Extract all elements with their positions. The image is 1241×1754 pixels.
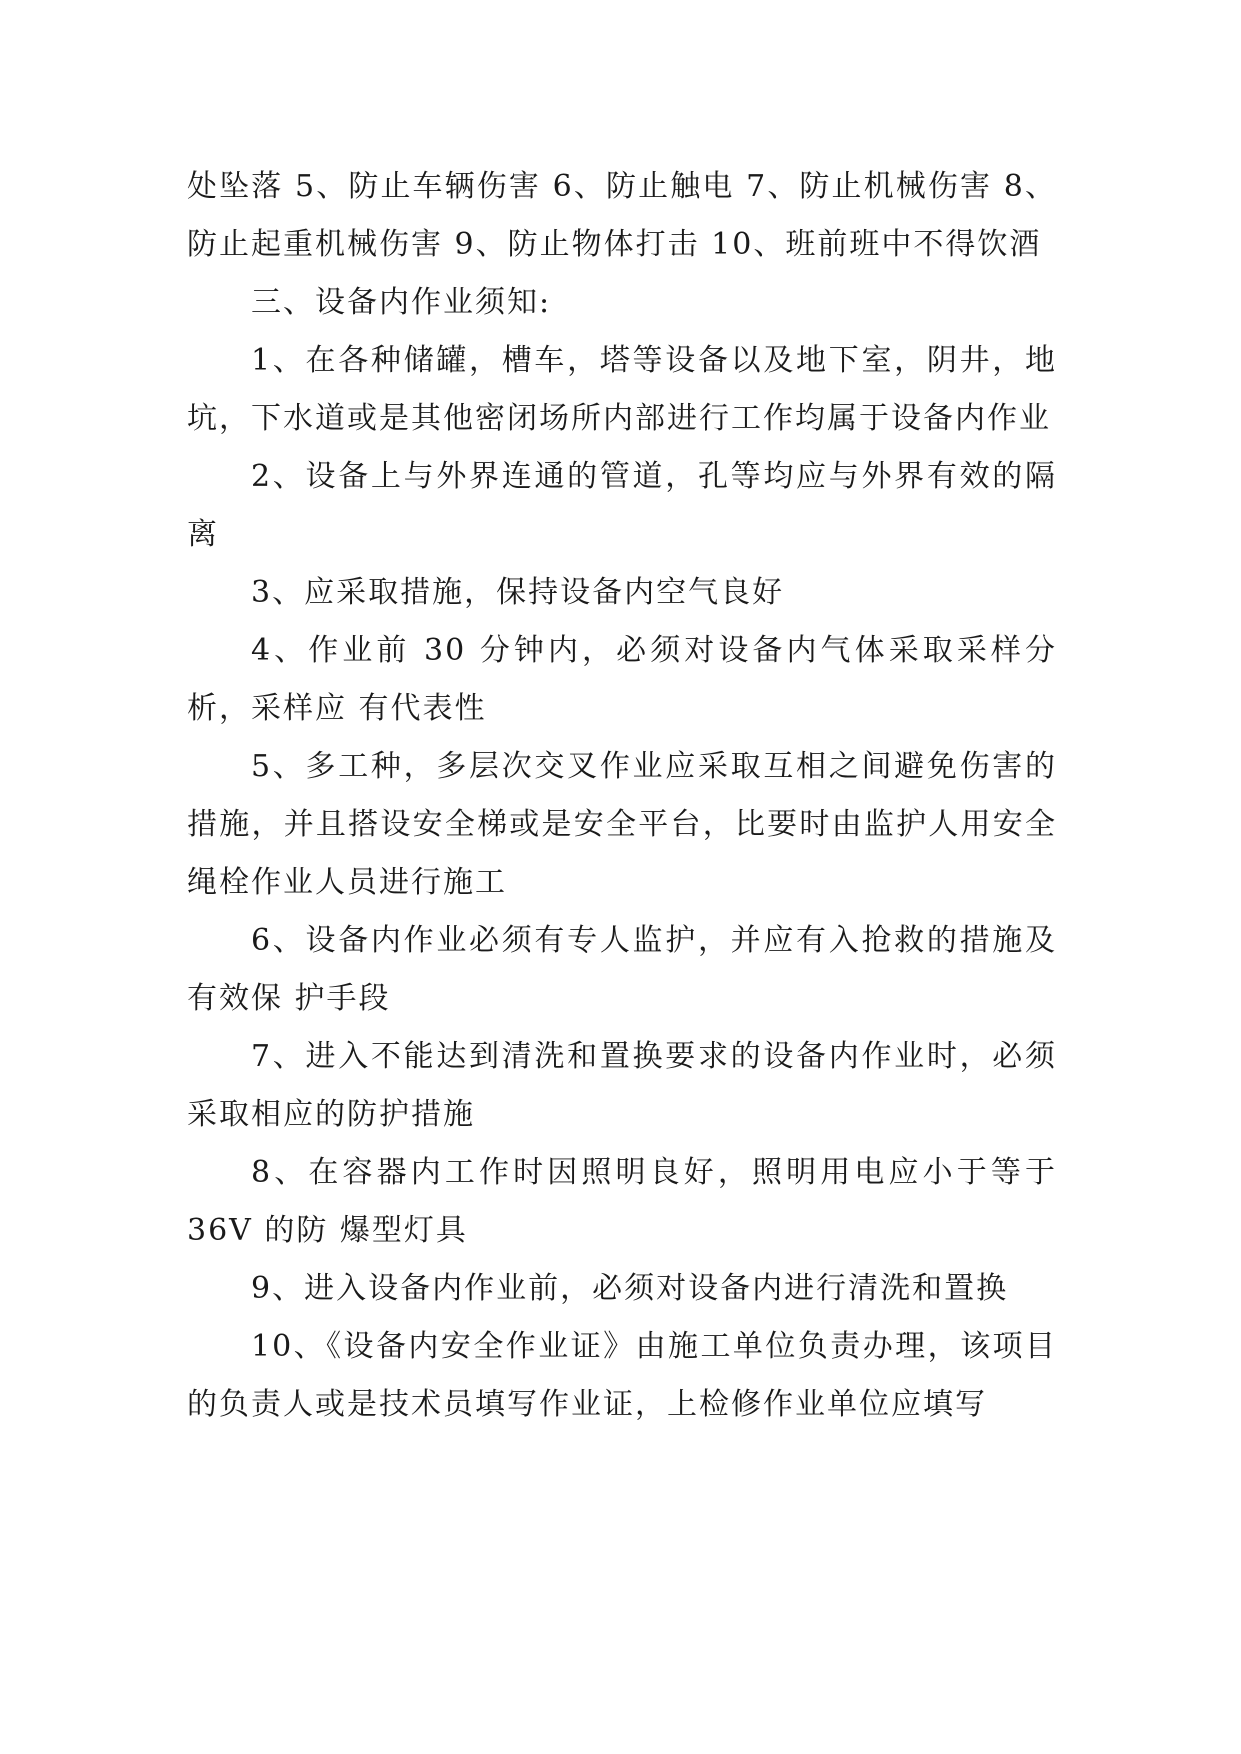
paragraph-item-3: 3、应采取措施，保持设备内空气良好 bbox=[251, 575, 785, 610]
paragraph-item-4: 4、作业前 30 分钟内，必须对设备内气体采取采样分析，采样应 有代表性 bbox=[187, 633, 1057, 726]
paragraph-item-8: 8、在容器内工作时因照明良好，照明用电应小于等于 36V 的防 爆型灯具 bbox=[187, 1155, 1057, 1248]
section-heading-equipment-work: 三、设备内作业须知: bbox=[251, 285, 552, 320]
document-body bbox=[187, 158, 1057, 1434]
paragraph-item-2: 2、设备上与外界连通的管道，孔等均应与外界有效的隔离 bbox=[187, 459, 1057, 552]
paragraph-item-7: 7、进入不能达到清洗和置换要求的设备内作业时，必须采取相应的防护措施 bbox=[187, 1039, 1057, 1132]
paragraph-item-9: 9、进入设备内作业前，必须对设备内进行清洗和置换 bbox=[251, 1271, 1009, 1306]
paragraph-hazard-list: 处坠落 5、防止车辆伤害 6、防止触电 7、防止机械伤害 8、防止起重机械伤害 9、防止物体打击 10、班前班中不得饮酒 bbox=[187, 169, 1057, 262]
paragraph-item-5: 5、多工种，多层次交叉作业应采取互相之间避免伤害的措施，并且搭设安全梯或是安全平台，比要时由监护人用安全绳栓作业人员进行施工 bbox=[187, 749, 1057, 900]
paragraph-item-6: 6、设备内作业必须有专人监护，并应有入抢救的措施及有效保 护手段 bbox=[187, 923, 1057, 1016]
paragraph-item-1: 1、在各种储罐，槽车，塔等设备以及地下室，阴井，地坑，下水道或是其他密闭场所内部进行工作均属于设备内作业 bbox=[187, 343, 1057, 436]
paragraph-item-10: 10、《设备内安全作业证》由施工单位负责办理，该项目的负责人或是技术员填写作业证，上检修作业单位应填写 bbox=[187, 1329, 1057, 1422]
